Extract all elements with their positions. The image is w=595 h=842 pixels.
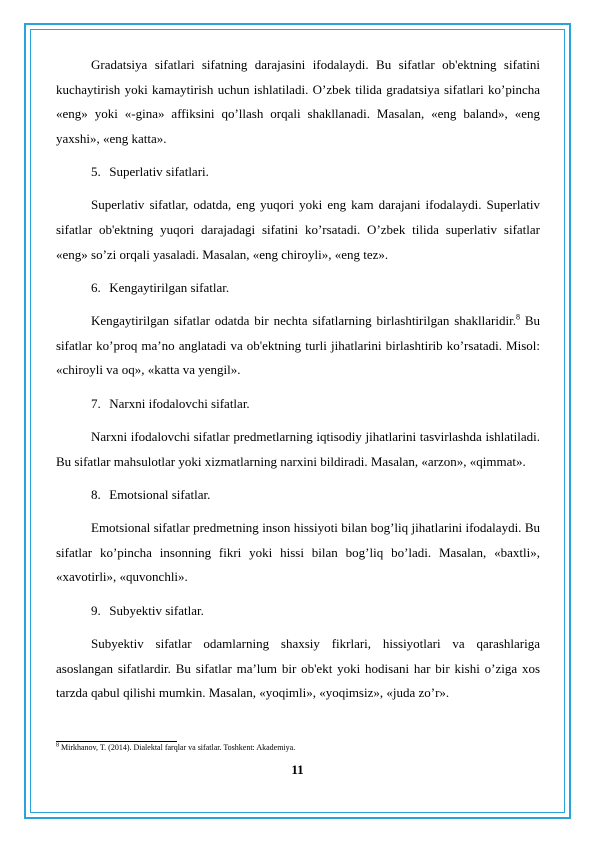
- paragraph-gradation: Gradatsiya sifatlari sifatning darajasini ifodalaydi. Bu sifatlar ob'ektning sifatini kuchaytirish yoki kamaytirish uchun ishlatiladi. O’zbek tilida gradatsiya sifatlari ko’pincha «eng» yoki «-gina» affiksini qo’llash orqali shakllanadi. Masalan, «eng baland», «eng yaxshi», «eng katta».: [56, 57, 540, 146]
- document-body: [56, 53, 540, 706]
- page-number: 11: [291, 762, 304, 777]
- footnote-reference[interactable]: 8: [515, 312, 520, 322]
- heading-superlative: [56, 160, 540, 184]
- heading-price: [56, 392, 540, 416]
- heading-number: 9.: [91, 602, 101, 618]
- heading-number: 7.: [91, 395, 101, 411]
- heading-extended: [56, 276, 540, 300]
- footnote-separator: [56, 741, 177, 742]
- footnote-text: Mirkhanov, T. (2014). Dialektal farqlar va sifatlar. Toshkent: Akademiya.: [59, 743, 296, 752]
- paragraph-emotional: Emotsional sifatlar predmetning inson hissiyoti bilan bog’liq jihatlarini ifodalaydi. Bu sifatlar ko’pincha insonning fikri yoki hissi bilan bog’liq bo’ladi. Masalan, «baxtli», «xavotirli», «quvonchli».: [56, 520, 540, 585]
- footnote-number: 8: [56, 742, 59, 749]
- heading-text: Kengaytirilgan sifatlar.: [109, 280, 230, 296]
- heading-emotional: [56, 483, 540, 507]
- paragraph-subjective: Subyektiv sifatlar odamlarning shaxsiy fikrlari, hissiyotlari va qarashlariga asoslangan sifatlardir. Bu sifatlar ma’lum bir ob'ekt yoki hodisani har bir kishi o’ziga xos tarzda qabul qilishi mumkin. Masalan, «yoqimli», «yoqimsiz», «juda zo’r».: [56, 635, 540, 701]
- heading-number: 8.: [91, 487, 101, 503]
- paragraph-extended: [56, 309, 540, 383]
- heading-text: Narxni ifodalovchi sifatlar.: [109, 395, 250, 411]
- footnote: [56, 743, 295, 753]
- paragraph-text: Kengaytirilgan sifatlar odatda bir nechta sifatlarning birlashtirilgan shakllaridir.: [91, 313, 516, 329]
- heading-text: Emotsional sifatlar.: [109, 487, 211, 503]
- paragraph-price: Narxni ifodalovchi sifatlar predmetlarning iqtisodiy jihatlarini tasvirlashda ishlatiladi. Bu sifatlar mahsulotlar yoki xizmatlarning narxini bildiradi. Masalan, «arzon», «qimmat».: [56, 428, 540, 469]
- paragraph-superlative: Superlativ sifatlar, odatda, eng yuqori yoki eng kam darajani ifodalaydi. Superlativ sifatlar ob'ektning yuqori darajadagi sifatini ko’rsatadi. O’zbek tilida superlativ sifatlar «eng» so’zi orqali yasaladi. Masalan, «eng chiroyli», «eng tez».: [56, 197, 540, 262]
- heading-text: Superlativ sifatlari.: [109, 164, 209, 180]
- heading-subjective: [56, 599, 540, 623]
- heading-number: 5.: [91, 164, 101, 180]
- heading-number: 6.: [91, 280, 101, 296]
- paragraph-text: Bu sifatlar ko’proq ma’no anglatadi va ob'ektning turli jihatlarini birlashtirib ko’rsatadi. Misol: «chiroyli va oq», «katta va yengil».: [56, 313, 540, 378]
- heading-text: Subyektiv sifatlar.: [109, 602, 204, 618]
